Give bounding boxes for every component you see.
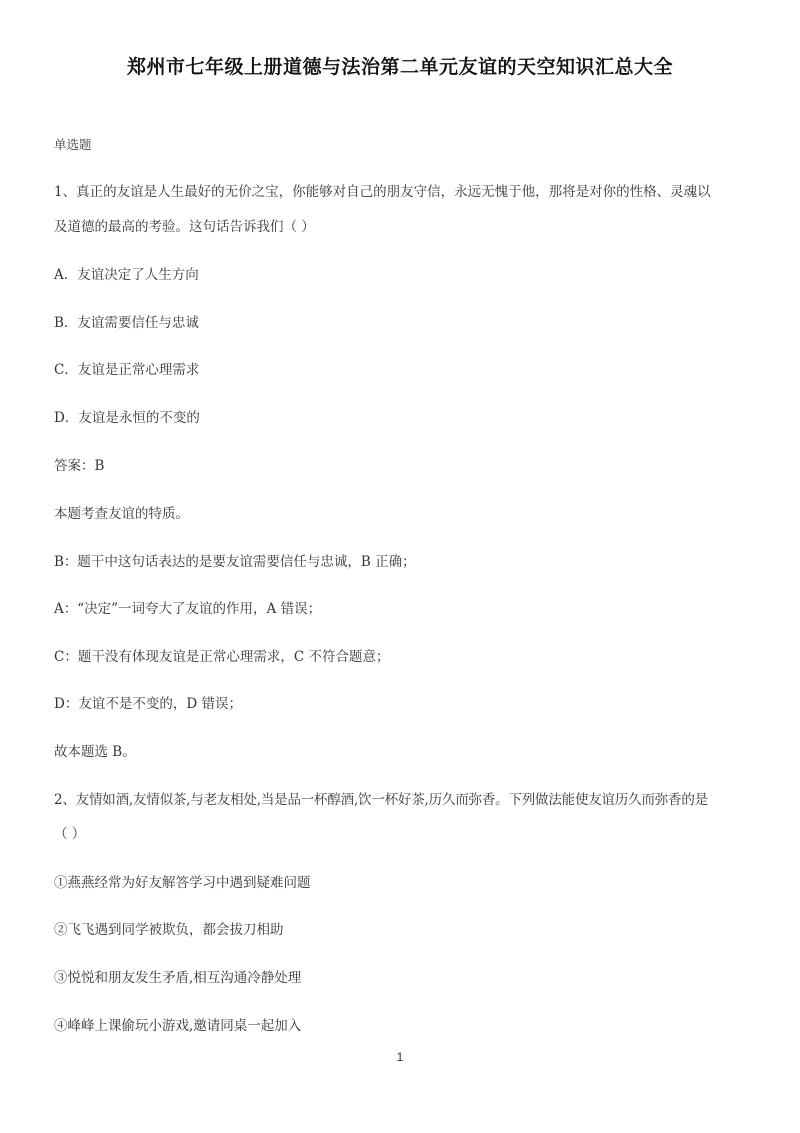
question-2-stem-line-1: 2、友情如酒,友情似茶,与老友相处,当是品一杯醇酒,饮一杯好茶,历久而弥香。下列做法能使友谊历久而弥香的是	[54, 792, 708, 808]
question-2-item-4: ④峰峰上课偷玩小游戏,邀请同桌一起加入	[54, 1018, 302, 1034]
question-1-option-c: C．友谊是正常心理需求	[54, 362, 200, 378]
question-1-option-b: B．友谊需要信任与忠诚	[54, 315, 199, 331]
question-2-stem-line-2: （ ）	[54, 826, 86, 842]
question-1-answer: 答案：B	[54, 458, 105, 474]
question-1-option-d: D．友谊是永恒的不变的	[54, 410, 200, 426]
question-1-analysis-intro: 本题考查友谊的特质。	[54, 506, 189, 522]
question-2-item-2: ②飞飞遇到同学被欺负，都会拔刀相助	[54, 922, 284, 938]
question-2-item-1: ①燕燕经常为好友解答学习中遇到疑难问题	[54, 875, 311, 891]
question-1-stem-line-1: 1、真正的友谊是人生最好的无价之宝，你能够对自己的朋友守信，永远无愧于他，那将是对你的性格、灵魂以	[54, 184, 711, 200]
question-1-analysis-a: A：“决定”一词夸大了友谊的作用，A 错误；	[54, 601, 322, 617]
page-title: 郑州市七年级上册道德与法治第二单元友谊的天空知识汇总大全	[126, 56, 673, 78]
page-number: 1	[396, 1050, 404, 1064]
question-2-item-3: ③悦悦和朋友发生矛盾,相互沟通冷静处理	[54, 970, 302, 986]
section-heading: 单选题	[54, 137, 92, 152]
question-1-analysis-d: D：友谊不是不变的，D 错误；	[54, 696, 242, 712]
question-1-conclusion: 故本题选 B。	[54, 744, 136, 760]
question-1-analysis-b: B：题干中这句话表达的是要友谊需要信任与忠诚，B 正确；	[54, 554, 416, 570]
question-1-stem-line-2: 及道德的最高的考验。这句话告诉我们（ ）	[54, 219, 315, 235]
question-1-analysis-c: C：题干没有体现友谊是正常心理需求，C 不符合题意；	[54, 649, 390, 665]
question-1-option-a: A．友谊决定了人生方向	[54, 267, 199, 283]
